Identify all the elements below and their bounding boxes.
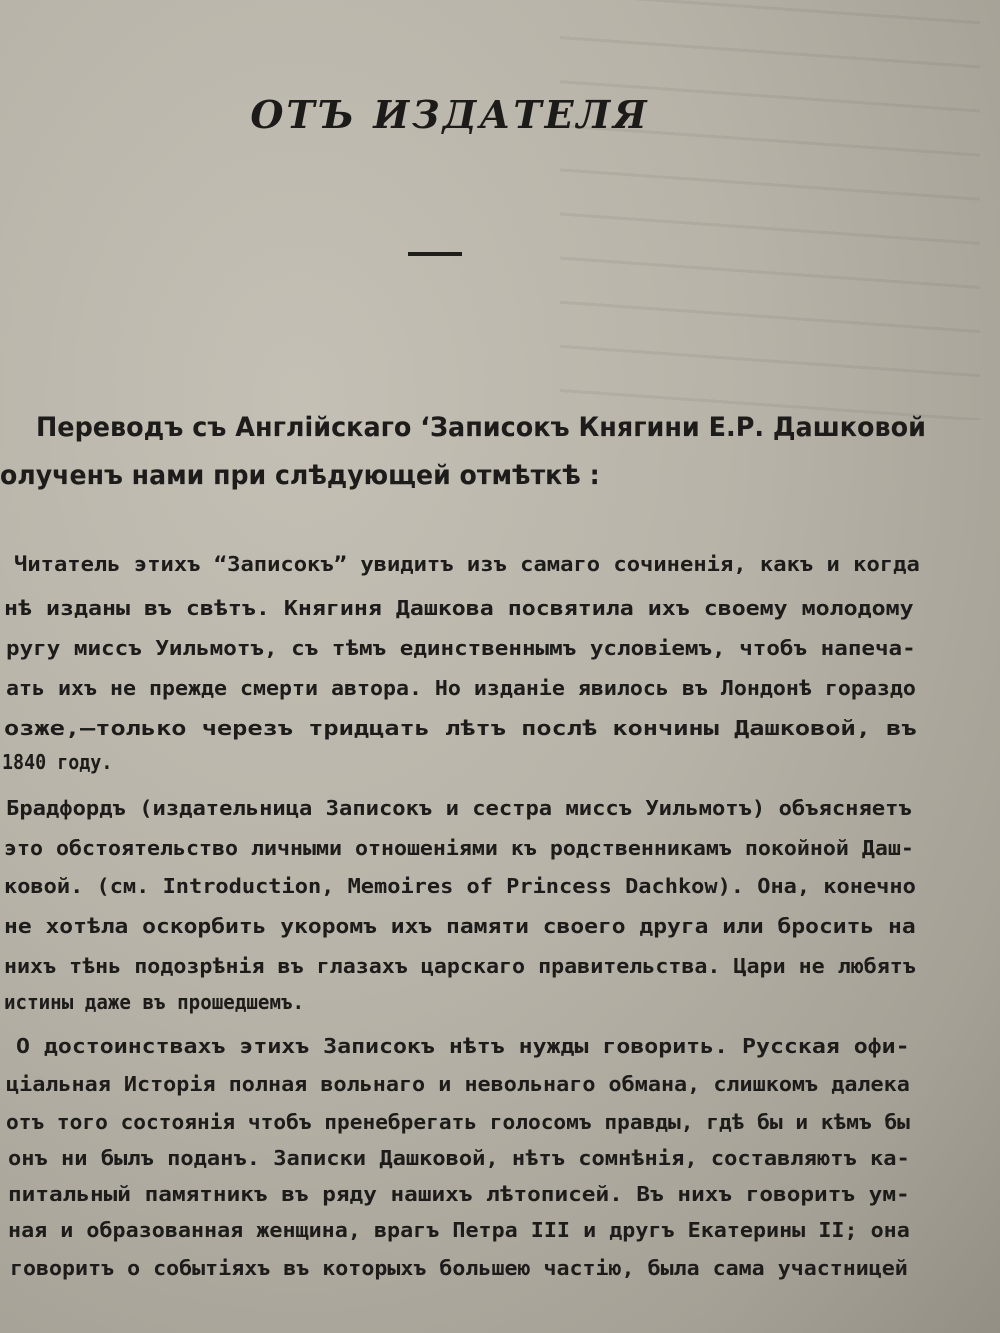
text-line: питальный памятникъ въ ряду нашихъ лѣтописей. Въ нихъ говоритъ ум- (8, 1182, 910, 1206)
text-line: не хотѣла оскорбить укоромъ ихъ памяти своего друга или бросить на (4, 914, 916, 938)
text-line: нѣ изданы въ свѣтъ. Княгиня Дашкова посвятила ихъ своему молодому (4, 596, 914, 620)
text-line: олученъ нами при слѣдующей отмѣткѣ : (0, 460, 600, 491)
text-line: ная и образованная женщина, врагъ Петра III и другъ Екатерины II; она (8, 1218, 910, 1242)
title-divider (408, 252, 462, 256)
text-line: ковой. (см. Introduction, Memoires of Princess Dachkow). Она, конечно (4, 874, 916, 898)
text-line: отъ того состоянія чтобъ пренебрегать голосомъ правды, гдѣ бы и кѣмъ бы (6, 1110, 910, 1134)
text-line: истины даже въ прошедшемъ. (4, 990, 305, 1014)
text-line: Брадфордъ (издательница Записокъ и сестра миссъ Уильмотъ) объясняетъ (6, 796, 912, 820)
text-line: 1840 году. (2, 750, 113, 774)
text-line: это обстоятельство личными отношеніями къ родственникамъ покойной Даш- (4, 836, 914, 860)
text-line: ціальная Исторія полная вольнаго и невольнаго обмана, слишкомъ далека (6, 1072, 910, 1096)
text-line: Переводъ съ Англійскаго ‘Записокъ Княгини Е.Р. Дашковой (36, 412, 926, 443)
text-line: говоритъ о событіяхъ въ которыхъ большею частію, была сама участницей (10, 1256, 908, 1280)
text-line: онъ ни былъ поданъ. Записки Дашковой, нѣтъ сомнѣнія, составляютъ ка- (8, 1146, 910, 1170)
bleed-through-text (560, 0, 980, 420)
text-line: нихъ тѣнь подозрѣнія въ глазахъ царскаго правительства. Цари не любятъ (4, 954, 916, 978)
text-line: Читатель этихъ “Записокъ” увидитъ изъ самаго сочиненія, какъ и когда (14, 552, 920, 576)
text-line: О достоинствахъ этихъ Записокъ нѣтъ нужды говорить. Русская офи- (16, 1034, 910, 1058)
text-line: ать ихъ не прежде смерти автора. Но изданіе явилось въ Лондонѣ гораздо (6, 676, 916, 700)
text-line: озже,—только черезъ тридцать лѣтъ послѣ кончины Дашковой, въ (4, 716, 917, 740)
page-heading: ОТЪ ИЗДАТЕЛЯ (250, 92, 650, 137)
text-line: ругу миссъ Уильмотъ, съ тѣмъ единственнымъ условіемъ, чтобъ напеча- (6, 636, 916, 660)
